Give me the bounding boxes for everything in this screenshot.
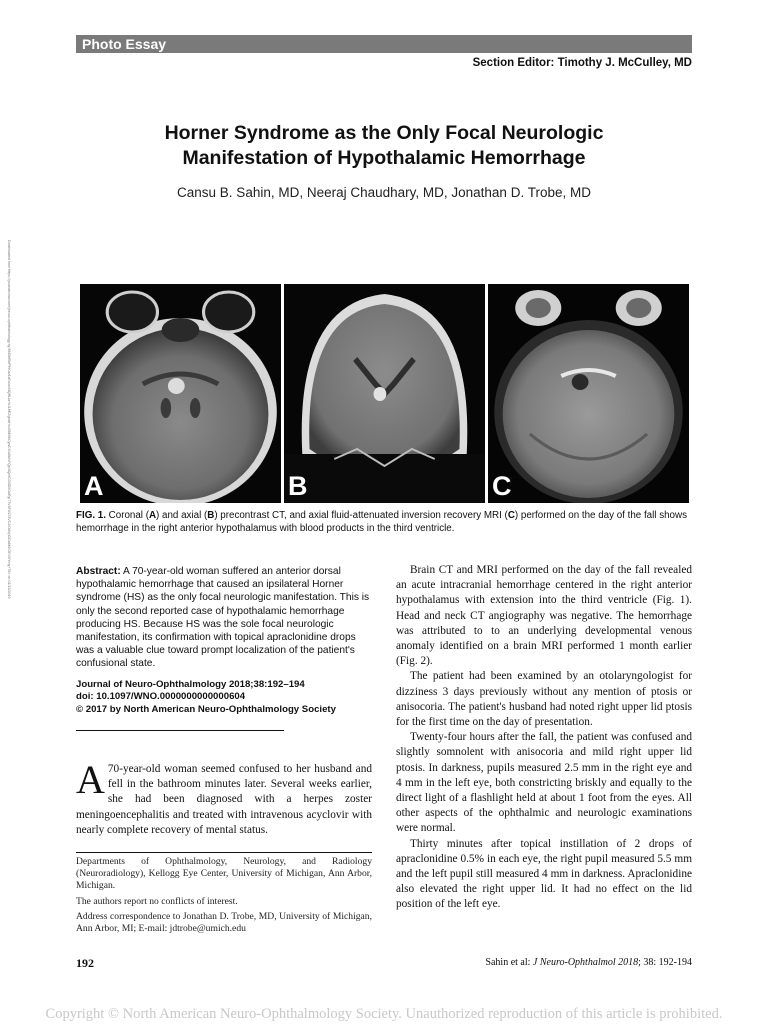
caption-text: ) and axial (	[156, 510, 208, 521]
abstract-divider	[76, 730, 284, 731]
caption-text: ) performed on the day of the fall shows hemorrhage in the right anterior hypothalamus with blood products in the third ventricle.	[76, 510, 687, 534]
download-watermark	[4, 240, 12, 780]
society-copyright: © 2017 by North American Neuro-Ophthalmology Society	[76, 703, 336, 715]
copyright-notice: Copyright © North American Neuro-Ophthalmology Society. Unauthorized reproduction of this article is prohibited.	[45, 1006, 723, 1022]
body-paragraph-4: Thirty minutes after topical instillation of 2 drops of apraclonidine 0.5% in each eye, the right pupil measured 5.5 mm and the left pupil still measured 4 mm in darkness. Apraclonidine also elevated the right upper lid. It had no effect on the lid position of the left eye.	[396, 837, 692, 911]
figure-caption	[76, 509, 692, 535]
running-head-authors: Sahin et al:	[485, 957, 533, 968]
article-title-line-2: Manifestation of Hypothalamic Hemorrhage	[182, 147, 586, 169]
footnote-departments: Departments of Ophthalmology, Neurology, and Radiology (Neuroradiology), Kellogg Eye Center, University of Michigan, Ann Arbor, Michigan.	[76, 856, 372, 892]
axial-ct-image	[284, 284, 485, 503]
figure-panel-c	[488, 284, 689, 503]
article-title	[76, 121, 692, 171]
doi: doi: 10.1097/WNO.0000000000000604	[76, 691, 246, 703]
journal-citation: Journal of Neuro-Ophthalmology 2018;38:192–194	[76, 678, 305, 690]
caption-label: FIG. 1.	[76, 510, 106, 521]
panel-label-c: C	[492, 471, 512, 501]
running-head-journal: J Neuro-Ophthalmol 2018	[532, 957, 639, 968]
article-authors: Cansu B. Sahin, MD, Neeraj Chaudhary, MD, Jonathan D. Trobe, MD	[177, 185, 591, 200]
figure-panel-a	[80, 284, 281, 503]
intro-text: 70-year-old woman seemed confused to her husband and fell in the bathroom minutes later. Several weeks earlier, she had been diagnosed with a herpes zoster meningoencephalitis and treated with intravenous acyclovir with nearly complete recovery of mental status.	[76, 763, 372, 836]
body-paragraph-3: Twenty-four hours after the fall, the patient was confused and slightly somnolent with anisocoria and mild right upper lid ptosis. In darkness, pupils measured 2.5 mm in the right eye and 4 mm in the left eye, both constricting briskly and equally to the direct light of a flashlight held at about 1 foot from the eyes. All other aspects of the ophthalmic and neurologic examinations were normal.	[396, 731, 692, 835]
panel-label-b: B	[288, 471, 308, 501]
body-column-right	[396, 563, 692, 913]
running-head-pages: ; 38: 192-194	[638, 957, 692, 968]
caption-ref-c: C	[507, 510, 515, 521]
section-editor: Section Editor: Timothy J. McCulley, MD	[472, 57, 692, 69]
caption-text: ) precontrast CT, and axial fluid-attenuated inversion recovery MRI (	[214, 510, 508, 521]
panel-label-a: A	[84, 471, 104, 501]
drop-cap: A	[76, 757, 105, 802]
caption-ref-a: A	[148, 510, 157, 521]
running-head	[485, 957, 692, 968]
intro-paragraph	[76, 757, 372, 838]
body-paragraph-2: The patient had been examined by an otolaryngologist for dizziness 3 days previously without any mention of ptosis or anisocoria. The patient's husband had noted right upper lid ptosis for the first time on the day of presentation.	[396, 670, 692, 729]
article-title-line-1: Horner Syndrome as the Only Focal Neurologic	[164, 122, 604, 144]
footnote-correspondence: Address correspondence to Jonathan D. Trobe, MD, University of Michigan, Ann Arbor, MI; E-mail: jdtrobe@umich.edu	[76, 910, 372, 935]
author-footnotes	[76, 852, 372, 938]
page-number: 192	[76, 956, 94, 970]
download-watermark-text: Downloaded from https://journals.lww.com/jneuro-ophthalmology by BhDMf5ePHKav1zEoum1tQfN4a+kJLhEZgbsIHo4XMi0hCywCX1AWnYQp/IlQrHD3i3D0OdRyi7TvSFl4Cf3VC4/OAVpDDa8KKGKV0Ymy+78= on 01/13/2019	[7, 240, 11, 599]
body-paragraph-1: Brain CT and MRI performed on the day of the fall revealed an acute intracranial hemorrhage centered in the right anterior hypothalamus with extension into the third ventricle (Fig. 1). Head and neck CT angiography was negative. The hemorrhage was attributed to to an underlying developmental venous anomaly identified on a brain MRI performed 1 month earlier (Fig. 2).	[396, 564, 692, 668]
section-label: Photo Essay	[82, 36, 167, 52]
figure-1	[80, 284, 689, 503]
figure-panel-b	[284, 284, 485, 503]
abstract	[76, 565, 372, 671]
caption-text: Coronal (	[105, 510, 149, 521]
abstract-block	[76, 565, 372, 716]
abstract-text: A 70-year-old woman suffered an anterior dorsal hypothalamic hemorrhage that caused an ipsilateral Horner syndrome (HS) as the only focal neurologic manifestation. This is only the second reported case of hypothalamic hemorrhage producing HS. Because HS was the sole focal neurologic manifestation, its confirmation with topical apraclonidine drops was a valuable clue toward prompt localization of the patient's confusional state.	[76, 566, 370, 670]
caption-ref-b: B	[207, 510, 215, 521]
abstract-label: Abstract:	[76, 566, 121, 577]
section-header-bar	[76, 35, 692, 53]
footnote-conflicts: The authors report no conflicts of interest.	[76, 895, 238, 907]
citation-meta	[76, 679, 372, 717]
axial-flair-mri-image	[488, 284, 689, 503]
coronal-ct-image	[80, 284, 281, 503]
